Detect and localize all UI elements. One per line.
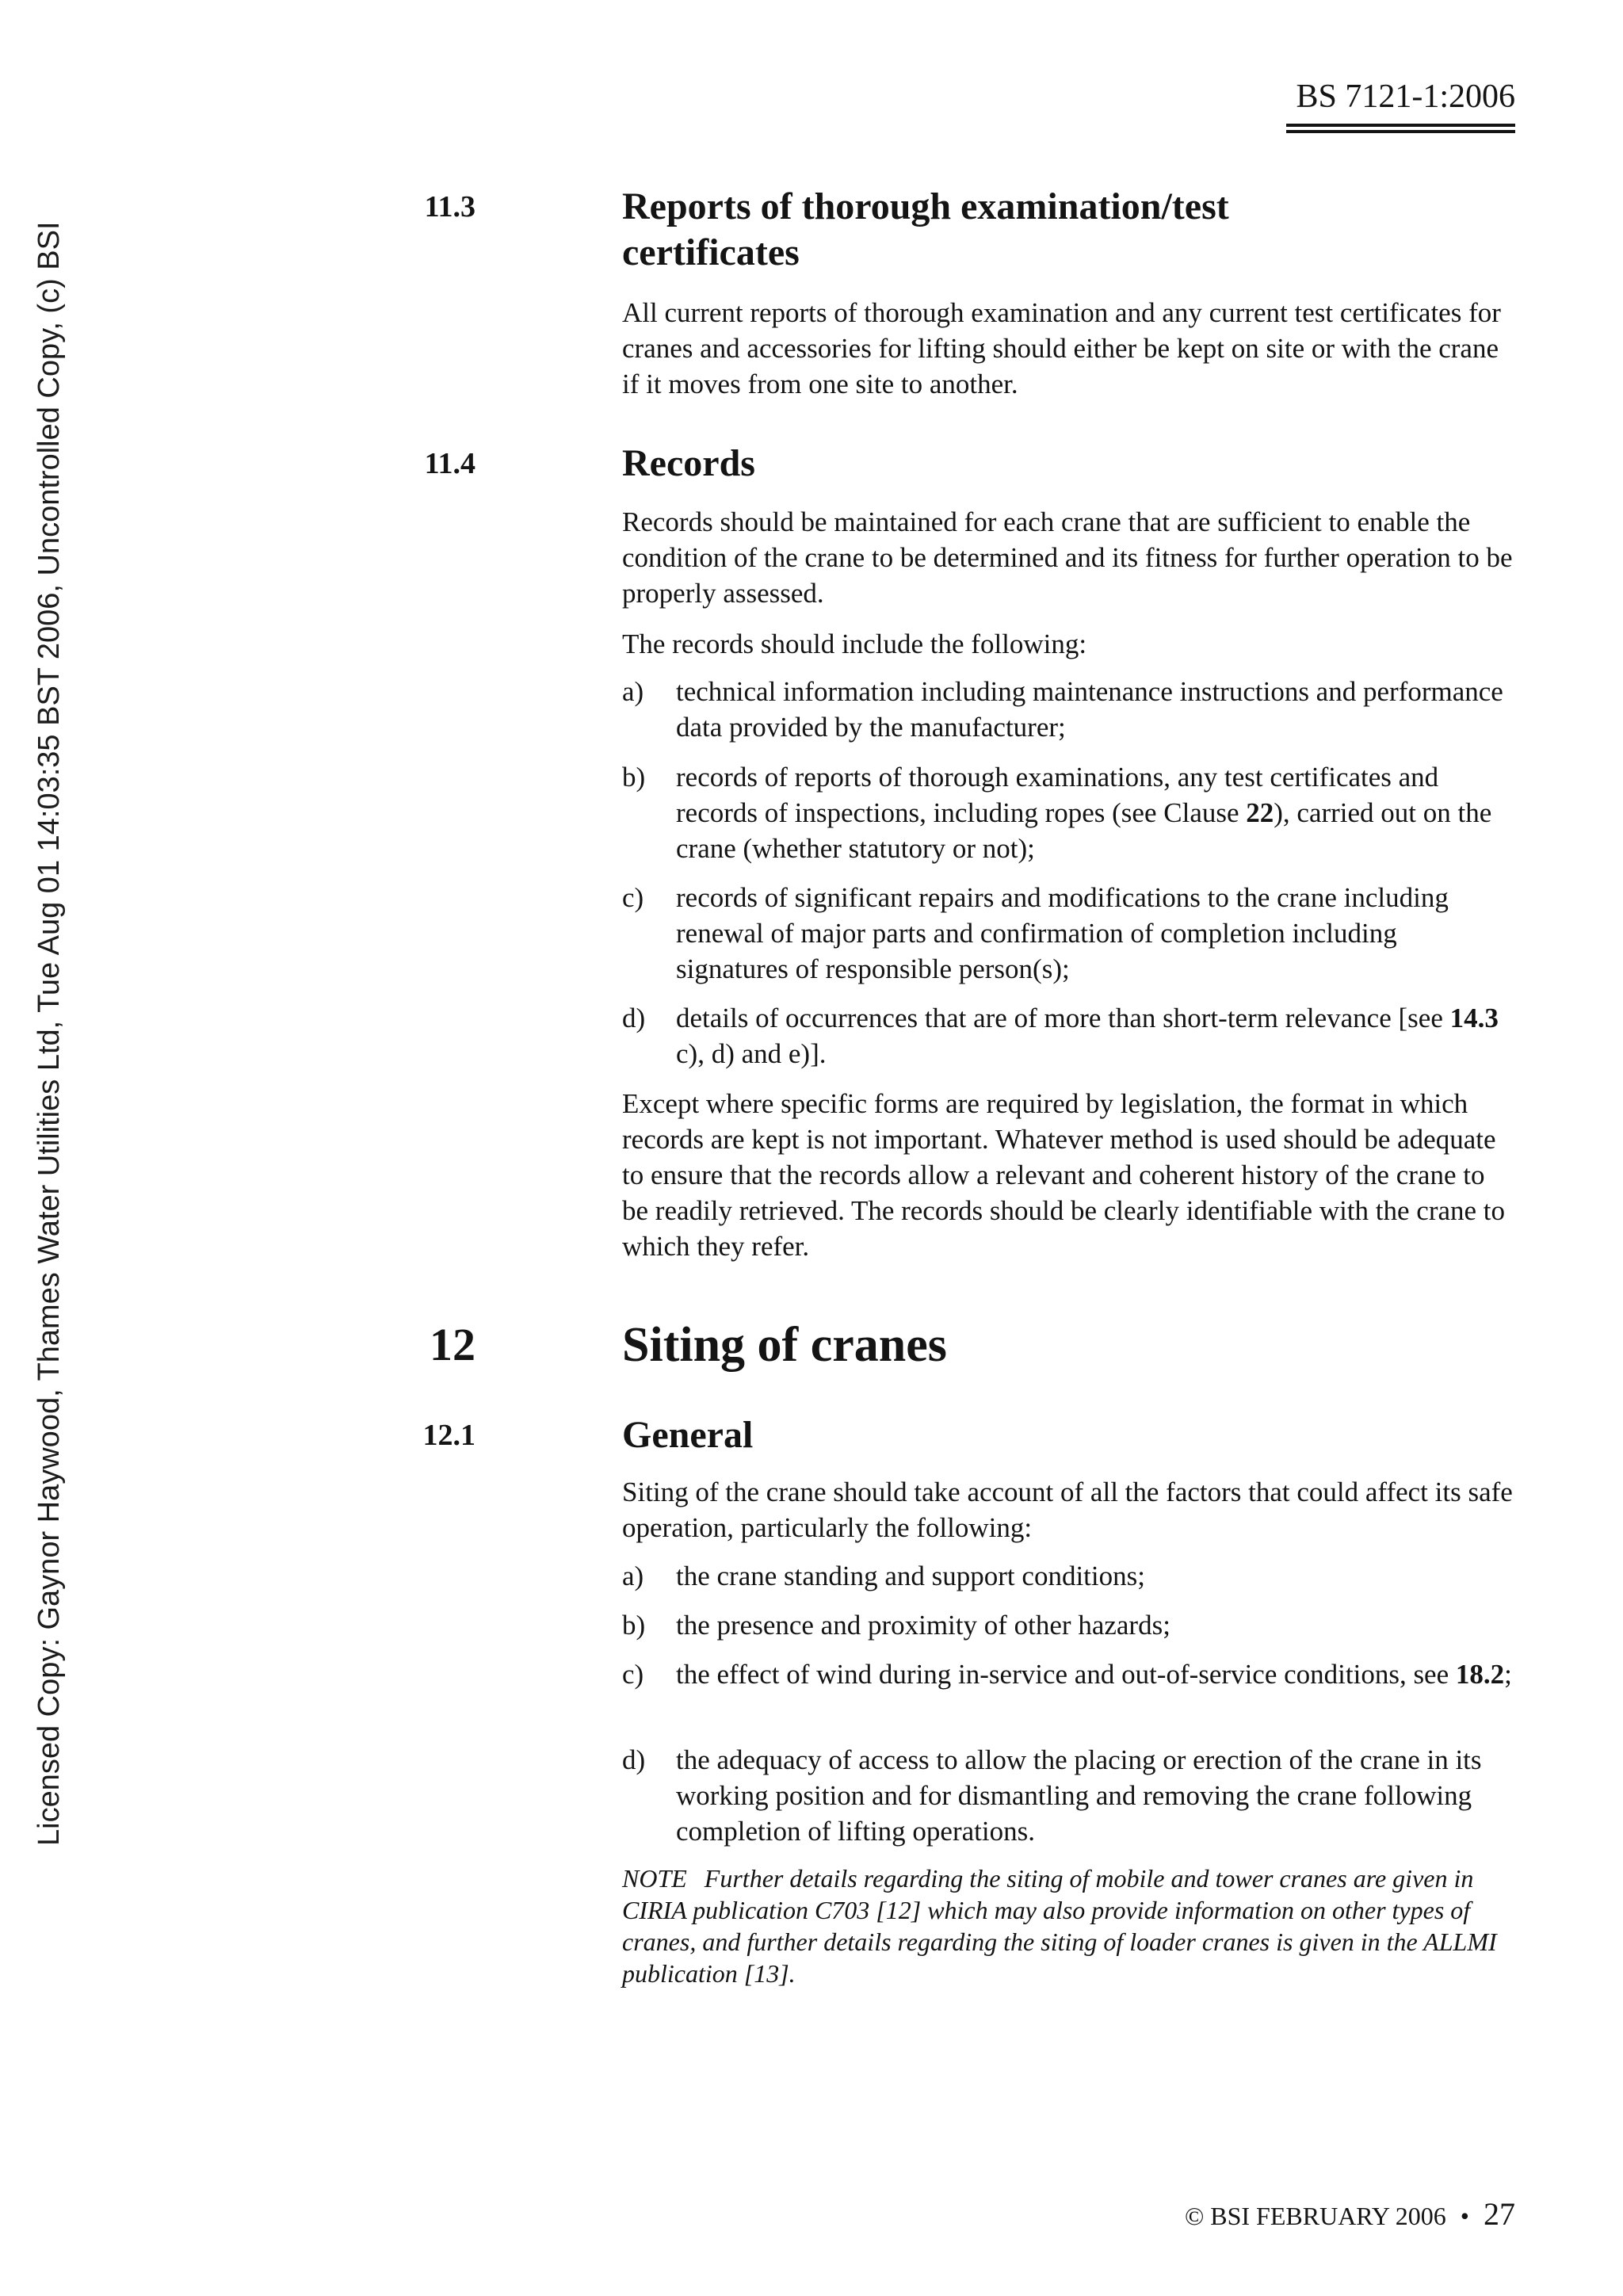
section-title: Records bbox=[622, 442, 755, 484]
list-item-text: the adequacy of access to allow the placing or erection of the crane in its working position and for dismantling and removing the crane following completion of lifting operations. bbox=[676, 1744, 1482, 1847]
clause-reference: 22 bbox=[1246, 797, 1274, 828]
list-item-text: the presence and proximity of other hazards; bbox=[676, 1610, 1170, 1641]
standard-reference: BS 7121-1:2006 bbox=[1296, 78, 1515, 115]
clause-reference: 14.3 bbox=[1449, 1003, 1499, 1033]
header-rule-top bbox=[1286, 124, 1515, 127]
paragraph: The records should include the following: bbox=[622, 628, 1087, 659]
list-item-label: c) bbox=[622, 882, 644, 913]
footer-bullet: • bbox=[1460, 2202, 1469, 2230]
paragraph: All current reports of thorough examination and any current test certificates for cranes and accessories for lifting should either be kept on site or with the crane if it moves from one site to another. bbox=[622, 297, 1501, 399]
text-run: records of reports of thorough examinations, any test certificates and records of inspections, including ropes (see Clause bbox=[676, 762, 1439, 828]
note-text: Further details regarding the siting of mobile and tower cranes are given in CIRIA publication C703 [12] which may also provide information on other types of cranes, and further details regarding the siting of loader cranes is given in the ALLMI publication [13]. bbox=[622, 1864, 1497, 1988]
page-number: 27 bbox=[1484, 2196, 1515, 2232]
section-title: General bbox=[622, 1414, 754, 1456]
paragraph: Records should be maintained for each crane that are sufficient to enable the condition of the crane to be determined and its fitness for further operation to be properly assessed. bbox=[622, 506, 1513, 609]
list-item-text bbox=[676, 1656, 1515, 1692]
section-title bbox=[622, 184, 1515, 276]
copyright: © BSI FEBRUARY 2006 bbox=[1184, 2202, 1446, 2230]
section-number: 11.4 bbox=[424, 447, 475, 480]
section-title-line: certificates bbox=[622, 231, 800, 273]
license-text: Licensed Copy: Gaynor Haywood, Thames Water Utilities Ltd, Tue Aug 01 14:03:35 BST 2006, Uncontrolled Copy, (c) BSI bbox=[32, 221, 66, 1846]
text-run: c), d) and e)]. bbox=[676, 1038, 827, 1069]
header-rule-bottom bbox=[1286, 130, 1515, 133]
text-run: details of occurrences that are of more than short-term relevance [see bbox=[676, 1003, 1450, 1033]
text-run: the effect of wind during in-service and out-of-service conditions, see bbox=[676, 1659, 1456, 1690]
list-item-label: d) bbox=[622, 1003, 646, 1033]
paragraph: Siting of the crane should take account of all the factors that could affect its safe operation, particularly the following: bbox=[622, 1477, 1513, 1543]
section-number: 12 bbox=[430, 1319, 475, 1370]
note bbox=[622, 1862, 1515, 1989]
list-item-text bbox=[676, 1000, 1515, 1072]
section-title-line: Reports of thorough examination/test bbox=[622, 185, 1229, 227]
text-run: ), carried out on the crane (whether statutory or not); bbox=[676, 797, 1492, 864]
list-item-text: technical information including maintenance instructions and performance data provided by the manufacturer; bbox=[676, 676, 1503, 743]
section-number: 11.3 bbox=[424, 190, 475, 223]
list-item-label: d) bbox=[622, 1744, 646, 1775]
text-run: ; bbox=[1504, 1659, 1512, 1690]
note-label: NOTE bbox=[622, 1864, 687, 1893]
license-watermark bbox=[14, 0, 90, 2058]
list-item-text: the crane standing and support conditions; bbox=[676, 1561, 1145, 1591]
page-footer bbox=[1185, 2195, 1515, 2235]
list-item-text bbox=[676, 759, 1515, 866]
section-title: Siting of cranes bbox=[622, 1318, 947, 1372]
list-item-label: a) bbox=[622, 1561, 644, 1591]
list-item-text: records of significant repairs and modifications to the crane including renewal of major parts and confirmation of completion including signatures of responsible person(s); bbox=[676, 882, 1449, 984]
clause-reference: 18.2 bbox=[1455, 1659, 1505, 1690]
section-number: 12.1 bbox=[422, 1419, 475, 1452]
list-item-label: b) bbox=[622, 1610, 646, 1641]
paragraph: Except where specific forms are required by legislation, the format in which records are kept is not important. Whatever method is used should be adequate to ensure that the records allow a relevant and coherent history of the crane to be readily retrieved. The records should be clearly identifiable with the crane to which they refer. bbox=[622, 1088, 1506, 1262]
list-item-label: a) bbox=[622, 676, 644, 707]
list-item-label: c) bbox=[622, 1659, 644, 1690]
list-item-label: b) bbox=[622, 762, 646, 793]
